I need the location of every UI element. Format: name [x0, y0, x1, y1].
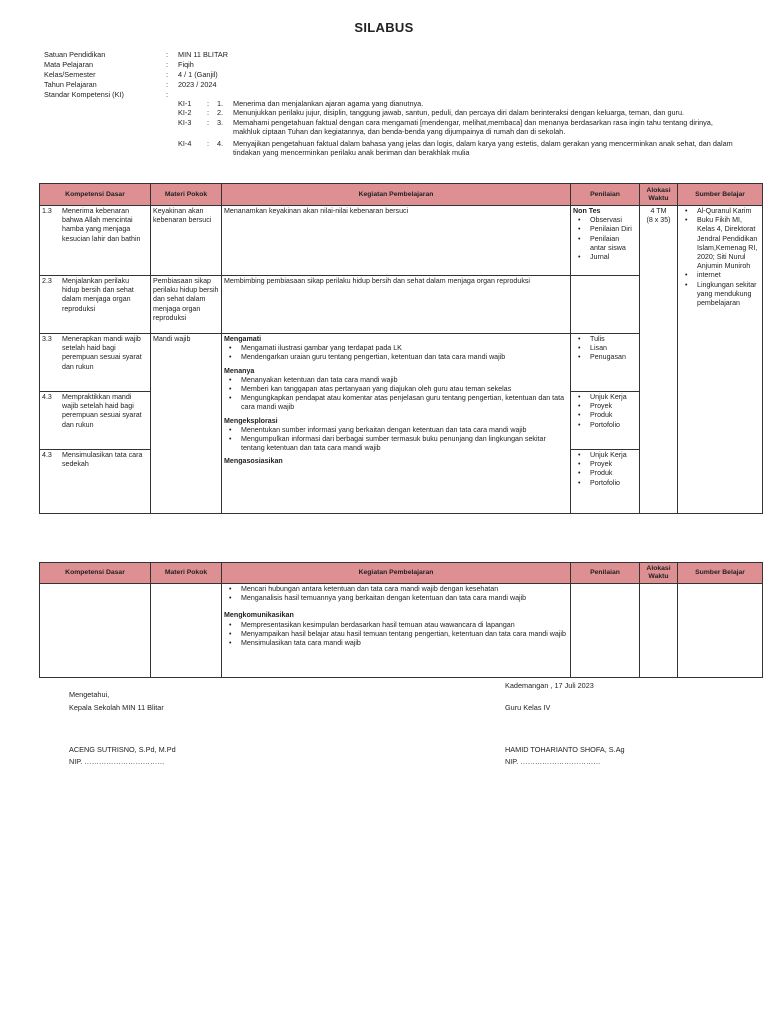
kd-cell: [40, 206, 151, 276]
ki-row: [178, 108, 741, 117]
list-item: • Penilaian Diri: [573, 225, 637, 234]
info-colon: :: [166, 70, 169, 79]
ki-colon: :: [207, 139, 210, 149]
kegiatan-cell: [222, 584, 571, 678]
penilaian-list: [573, 451, 637, 488]
kd-cell: [40, 392, 151, 450]
ki-num: 3.: [217, 117, 224, 127]
activity-list: [224, 585, 568, 603]
list-item: • Tulis: [573, 335, 637, 344]
info-row: [44, 70, 228, 80]
ki-list: [178, 99, 741, 158]
ki-row: [178, 99, 741, 108]
info-value: 4 / 1 (Ganjil): [178, 70, 218, 79]
list-item: • Mengungkapkan pendapat atau komentar atas penjelasan guru tentang pengertian, ketentuan dan tata cara mandi wajib: [224, 394, 568, 412]
ki-text: Menyajikan pengetahuan faktual dalam bahasa yang jelas dan logis, dalam karya yang estetis, dalam gerakan yang mencerminkan anak sehat, dan dalam tindakan yang mencerminkan perilaku anak beriman dan berakhlak mulia: [233, 139, 733, 158]
list-item: • Menanyakan ketentuan dan tata cara mandi wajib: [224, 376, 568, 385]
info-value: Fiqih: [178, 60, 194, 69]
alokasi-tm: 4 TM: [650, 207, 667, 215]
list-item: • Menyampaikan hasil belajar atau hasil temuan tentang pengertian, ketentuan dan tata cara mandi wajib: [224, 630, 568, 639]
alokasi-cell: [640, 206, 678, 514]
list-item: • Produk: [573, 469, 637, 478]
info-row: [44, 60, 228, 70]
header-penilaian: Penilaian: [571, 563, 640, 584]
ki-code: KI-2: [178, 108, 192, 118]
list-item: • Mempresentasikan kesimpulan berdasarkan hasil temuan atau wawancara di lapangan: [224, 621, 568, 630]
penilaian-cell: [571, 450, 640, 514]
kd-cell: [40, 450, 151, 514]
ki-text: Menunjukkan perilaku jujur, disiplin, tanggung jawab, santun, peduli, dan percaya diri dalam berinteraksi dengan keluarga, teman, dan guru.: [233, 108, 685, 118]
list-item: • Lisan: [573, 344, 637, 353]
info-colon: :: [166, 90, 169, 99]
place-date: Kademangan , 17 Juli 2023: [505, 681, 594, 690]
ki-num: 1.: [217, 99, 224, 108]
table-row: [40, 584, 763, 678]
list-item: • Al-Quranul Karim: [680, 207, 760, 216]
kd-number: 4.3: [42, 393, 52, 401]
teacher-title: Guru Kelas IV: [505, 703, 551, 712]
syllabus-table-continued: [39, 562, 763, 678]
ki-row: [178, 139, 741, 158]
list-item: • Memberi kan tanggapan atas pertanyaan yang diajukan oleh guru atau teman sekelas: [224, 385, 568, 394]
section-heading: Mengasosiasikan: [224, 457, 283, 466]
info-value: 2023 / 2024: [178, 80, 217, 89]
ki-code: KI-4: [178, 139, 192, 149]
activity-list: [224, 621, 568, 649]
activity-list: [224, 344, 568, 362]
list-item: • Portofolio: [573, 479, 637, 488]
section-heading: Mengeksplorasi: [224, 416, 278, 425]
list-item: • Penilaian antar siswa: [573, 235, 637, 253]
kegiatan-cell: [222, 334, 571, 514]
sumber-cell: [678, 206, 763, 514]
list-item: • Proyek: [573, 460, 637, 469]
penilaian-heading: Non Tes: [573, 207, 601, 215]
list-item: • Mensimulasikan tata cara mandi wajib: [224, 639, 568, 648]
identity-block: [44, 50, 228, 100]
info-row: [44, 50, 228, 60]
activity-list: [224, 376, 568, 413]
principal-nip: NIP. ……………………………: [69, 757, 165, 766]
ki-row: [178, 118, 741, 137]
ki-num: 2.: [217, 108, 224, 118]
list-item: • Mencari hubungan antara ketentuan dan tata cara mandi wajib dengan kesehatan: [224, 585, 568, 594]
list-item: • Lingkungan sekitar yang mendukung pembelajaran: [680, 281, 760, 309]
kd-cell: [40, 276, 151, 334]
activity-list: [224, 426, 568, 454]
kd-number: 4.3: [42, 451, 52, 459]
info-row: [44, 80, 228, 90]
header-kegiatan: Kegiatan Pembelajaran: [222, 563, 571, 584]
ki-code: KI-3: [178, 117, 192, 127]
list-item: • Produk: [573, 411, 637, 420]
ki-text: Menerima dan menjalankan ajaran agama yang dianutnya.: [233, 99, 424, 108]
list-item: • Buku Fikih MI, Kelas 4, Direktorat Jendral Pendidikan Islam,Kemenag RI, 2020; Siti Nurul Anjumin Muniroh: [680, 216, 760, 271]
ki-text: Memahami pengetahuan faktual dengan cara mengamati [mendengar, melihat,membaca] dan menanya berdasarkan rasa ingin tahu tentang dirinya, makhluk ciptaan Tuhan dan kegiatannya, dan benda-benda yang dijumpainya di rumah dan di sekolah.: [233, 117, 713, 136]
penilaian-cell: [571, 584, 640, 678]
section-heading: Menanya: [224, 366, 255, 375]
list-item: • Unjuk Kerja: [573, 393, 637, 402]
info-colon: :: [166, 50, 169, 59]
alokasi-cell: [640, 584, 678, 678]
kd-text: Menerapkan mandi wajib setelah haid bagi perempuan sesuai syarat dan rukun: [62, 335, 142, 371]
info-colon: :: [166, 60, 169, 69]
ki-colon: :: [207, 117, 210, 127]
materi-cell: Keyakinan akan kebenaran bersuci: [151, 206, 222, 276]
signature-left: [69, 690, 176, 767]
list-item: • Menganalisis hasil temuannya yang berkaitan dengan ketentuan dan tata cara mandi wajib: [224, 594, 568, 603]
kd-cell: [40, 334, 151, 392]
sumber-list: [680, 207, 760, 308]
list-item: • Menentukan sumber informasi yang berkaitan dengan ketentuan dan tata cara mandi wajib: [224, 426, 568, 435]
ki-colon: :: [207, 108, 210, 118]
header-penilaian: Penilaian: [571, 184, 640, 206]
header-kegiatan: Kegiatan Pembelajaran: [222, 184, 571, 206]
list-item: • Mengumpulkan informasi dari berbagai sumber termasuk buku penunjang dan lingkungan sekitar tentang ketentuan dan tata cara mandi wajib: [224, 435, 568, 453]
acknowledged-label: Mengetahui,: [69, 690, 110, 699]
header-alokasi: Alokasi Waktu: [640, 184, 678, 206]
section-heading: Mengamati: [224, 335, 262, 343]
list-item: • Proyek: [573, 402, 637, 411]
kd-number: 1.3: [42, 207, 52, 215]
penilaian-cell: [571, 206, 640, 276]
principal-title: Kepala Sekolah MIN 11 Blitar: [69, 703, 164, 712]
info-label: Mata Pelajaran: [44, 60, 94, 69]
info-label: Tahun Pelajaran: [44, 80, 97, 89]
penilaian-list: [573, 216, 637, 262]
kd-number: 3.3: [42, 335, 52, 343]
teacher-nip: NIP. ……………………………: [505, 757, 601, 766]
penilaian-cell: [571, 334, 640, 392]
sumber-cell: [678, 584, 763, 678]
page-title: SILABUS: [354, 20, 414, 35]
kegiatan-cell: Membimbing pembiasaan sikap perilaku hidup bersih dan sehat dalam menjaga organ reproduksi: [222, 276, 571, 334]
kd-text: Mempraktikkan mandi wajib setelah haid bagi perempuan sesuai syarat dan rukun: [62, 393, 142, 429]
table-row: [40, 206, 763, 276]
header-alokasi: Alokasi Waktu: [640, 563, 678, 584]
syllabus-table: [39, 183, 763, 514]
principal-name: ACENG SUTRISNO, S.Pd, M.Pd: [69, 745, 176, 754]
ki-code: KI-1: [178, 99, 192, 108]
info-label: Satuan Pendidikan: [44, 50, 106, 59]
list-item: • Portofolio: [573, 421, 637, 430]
alokasi-detail: (8 x 35): [646, 216, 671, 225]
info-value: MIN 11 BLITAR: [178, 50, 229, 59]
header-materi-pokok: Materi Pokok: [151, 184, 222, 206]
header-kompetensi-dasar: Kompetensi Dasar: [40, 563, 151, 584]
list-item: • Unjuk Kerja: [573, 451, 637, 460]
penilaian-cell: [571, 276, 640, 334]
info-label: Kelas/Semester: [44, 70, 96, 79]
header-kompetensi-dasar: Kompetensi Dasar: [40, 184, 151, 206]
table-header-row: [40, 184, 763, 206]
teacher-name: HAMID TOHARIANTO SHOFA, S.Ag: [505, 745, 625, 754]
ki-colon: :: [207, 99, 210, 108]
penilaian-list: [573, 335, 637, 363]
section-heading: Mengkomunikasikan: [224, 611, 294, 620]
header-sumber: Sumber Belajar: [678, 563, 763, 584]
list-item: • Mengamati ilustrasi gambar yang terdapat pada LK: [224, 344, 568, 353]
list-item: • Jurnal: [573, 253, 637, 262]
ki-num: 4.: [217, 139, 224, 149]
kd-number: 2.3: [42, 277, 52, 285]
info-label: Standar Kompetensi (KI): [44, 90, 124, 99]
kd-text: Menjalankan perilaku hidup bersih dan sehat dalam menjaga organ reproduksi: [62, 277, 134, 313]
materi-cell: [151, 584, 222, 678]
header-sumber: Sumber Belajar: [678, 184, 763, 206]
materi-cell: Pembiasaan sikap perilaku hidup bersih dan sehat dalam menjaga organ reproduksi: [151, 276, 222, 334]
penilaian-cell: [571, 392, 640, 450]
signature-right: [505, 681, 625, 767]
kd-text: Mensimulasikan tata cara sedekah: [62, 451, 143, 469]
table-header-row: [40, 563, 763, 584]
header-materi-pokok: Materi Pokok: [151, 563, 222, 584]
kegiatan-cell: Menanamkan keyakinan akan nilai-nilai kebenaran bersuci: [222, 206, 571, 276]
list-item: • Observasi: [573, 216, 637, 225]
materi-cell: Mandi wajib: [151, 334, 222, 514]
penilaian-list: [573, 393, 637, 430]
list-item: • internet: [680, 271, 760, 280]
list-item: • Penugasan: [573, 353, 637, 362]
info-colon: :: [166, 80, 169, 89]
kd-cell: [40, 584, 151, 678]
list-item: • Mendengarkan uraian guru tentang pengertian, ketentuan dan tata cara mandi wajib: [224, 353, 568, 362]
kd-text: Menerima kebenaran bahwa Allah mencintai hamba yang menjaga kesucian lahir dan bathin: [62, 207, 141, 243]
